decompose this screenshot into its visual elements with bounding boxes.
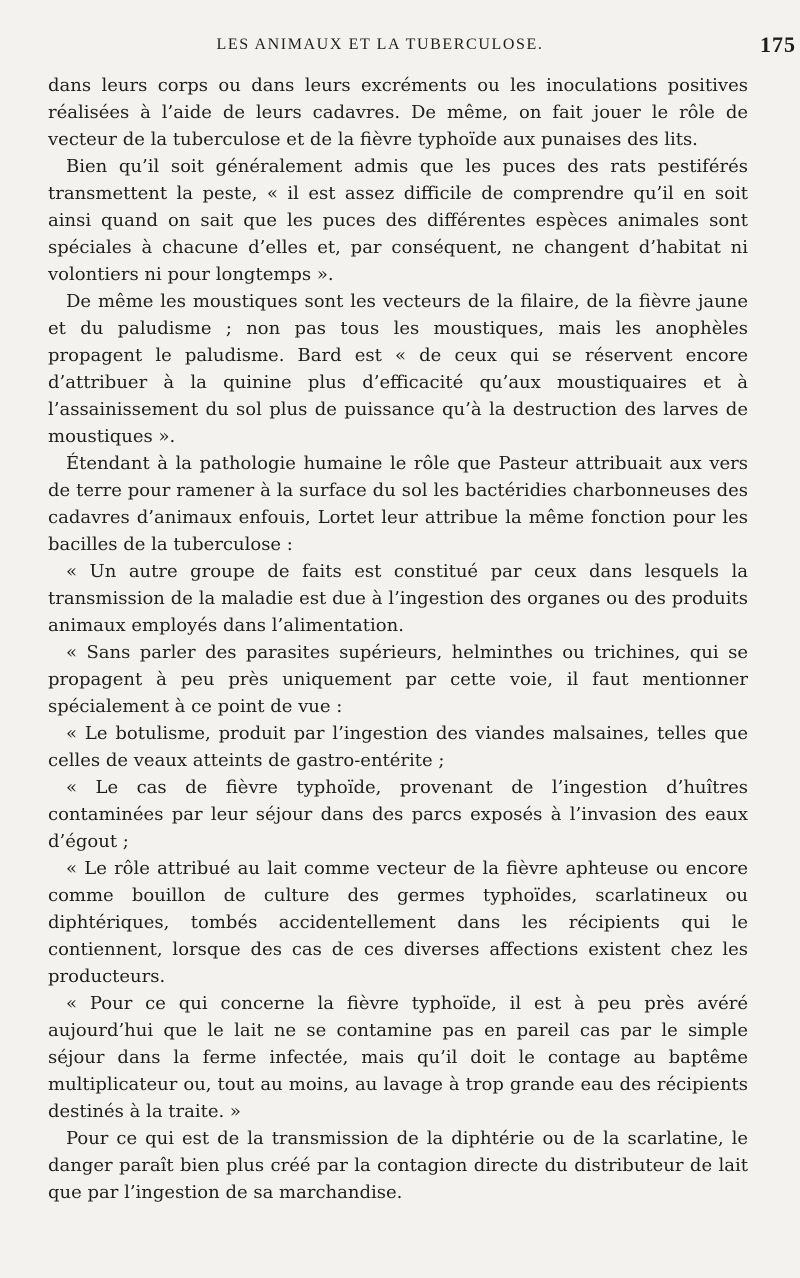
page-number: 175 — [760, 32, 796, 57]
running-head — [48, 32, 796, 60]
paragraph-quote-milk-typhoid: « Pour ce qui concerne la fièvre typhoïde, il est à peu près avéré aujourd’hui que le lait ne se contamine pas en pareil cas par le simple séjour dans la ferme infectée, mais qu’il doit le contage au baptême multiplicateur ou, tout au moins, au lavage à trop grande eau des récipients destinés à la traite. » — [48, 993, 748, 1122]
paragraph-quote-typhoid-oysters: « Le cas de fièvre typhoïde, provenant de l’ingestion d’huîtres contaminées par leur séjour dans des parcs exposés à l’invasion des eaux d’égout ; — [48, 777, 748, 852]
body-text — [48, 72, 748, 1206]
paragraph-mosquitoes: De même les moustiques sont les vecteurs de la filaire, de la fièvre jaune et du paludisme ; non pas tous les moustiques, mais les anophèles propagent le paludisme. Bard est « de ceux qui se réservent encore d’attribuer à la quinine plus d’efficacité qu’aux moustiquaires et à l’assainissement du sol plus de puissance qu’à la destruction des larves de moustiques ». — [48, 291, 748, 447]
paragraph-quote-milk-vector: « Le rôle attribué au lait comme vecteur de la fièvre aphteuse ou encore comme bouillon de culture des germes typhoïdes, scarlatineux ou diphtériques, tombés accidentellement dans les récipients qui le contiennent, lorsque des cas de ces diverses affections existent chez les producteurs. — [48, 858, 748, 987]
paragraph-plague-fleas: Bien qu’il soit généralement admis que les puces des rats pestiférés transmettent la peste, « il est assez difficile de comprendre qu’il en soit ainsi quand on sait que les puces des différentes espèces animales sont spéciales à chacune d’elles et, par conséquent, ne changent d’habitat ni volontiers ni pour longtemps ». — [48, 156, 748, 285]
paragraph-earthworms: Étendant à la pathologie humaine le rôle que Pasteur attribuait aux vers de terre pour ramener à la surface du sol les bactéridies charbonneuses des cadavres d’animaux enfouis, Lortet leur attribue la même fonction pour les bacilles de la tuberculose : — [48, 453, 748, 555]
running-title: LES ANIMAUX ET LA TUBERCULOSE. — [216, 36, 544, 53]
paragraph-continued-from-previous-page: dans leurs corps ou dans leurs excréments ou les inoculations positives réalisées à l’aide de leurs cadavres. De même, on fait jouer le rôle de vecteur de la tuberculose et de la fièvre typhoïde aux punaises des lits. — [48, 75, 748, 150]
paragraph-quote-ingestion: « Un autre groupe de faits est constitué par ceux dans lesquels la transmission de la maladie est due à l’ingestion des organes ou des produits animaux employés dans l’alimentation. — [48, 561, 748, 636]
paragraph-quote-parasites: « Sans parler des parasites supérieurs, helminthes ou trichines, qui se propagent à peu près uniquement par cette voie, il faut mentionner spécialement à ce point de vue : — [48, 642, 748, 717]
paragraph-diphtheria-scarlatina: Pour ce qui est de la transmission de la diphtérie ou de la scarlatine, le danger paraît bien plus créé par la contagion directe du distributeur de lait que par l’ingestion de sa marchandise. — [48, 1128, 748, 1203]
paragraph-quote-botulism: « Le botulisme, produit par l’ingestion des viandes malsaines, telles que celles de veaux atteints de gastro-entérite ; — [48, 723, 748, 771]
